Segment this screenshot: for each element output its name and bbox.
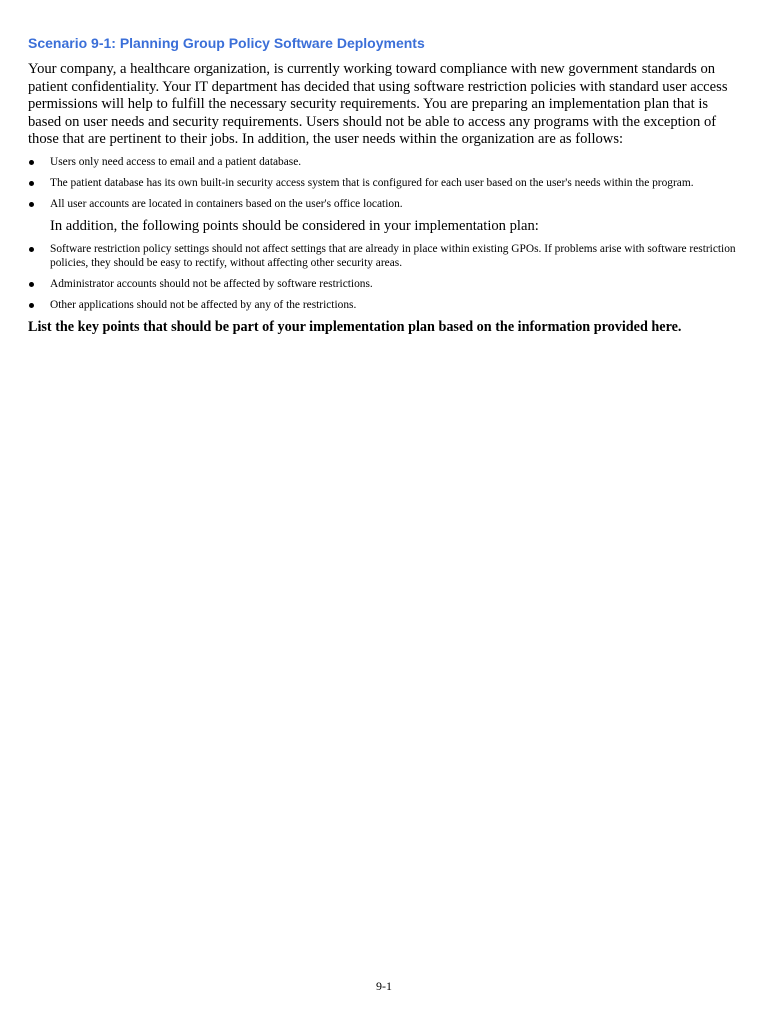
user-needs-list xyxy=(28,155,744,211)
bullet-icon xyxy=(29,160,34,165)
bullet-icon xyxy=(29,181,34,186)
bullet-icon xyxy=(29,247,34,252)
scenario-title: Scenario 9-1: Planning Group Policy Software Deployments xyxy=(28,35,425,51)
list-item xyxy=(28,298,744,312)
bullet-icon xyxy=(29,282,34,287)
considerations-list xyxy=(28,242,744,312)
bullet-icon xyxy=(29,303,34,308)
intro-paragraph: Your company, a healthcare organization, is currently working toward compliance with new government standards on patient confidentiality. Your IT department has decided that using software restriction policies with standard user access permissions will help to fulfill the necessary security requirements. You are preparing an implementation plan that is based on user needs and security requirements. Users should not be able to access any programs with the exception of those that are pertinent to their jobs. In addition, the user needs within the organization are as follows: xyxy=(28,61,728,147)
question-prompt: List the key points that should be part of your implementation plan based on the information provided here. xyxy=(28,318,682,335)
list-item xyxy=(28,242,744,270)
page-number: 9-1 xyxy=(376,979,392,993)
list-item xyxy=(28,176,744,190)
document-page xyxy=(28,33,744,336)
list-item xyxy=(28,277,744,291)
list-item-text: Administrator accounts should not be affected by software restrictions. xyxy=(50,277,373,290)
list-item-text: Users only need access to email and a patient database. xyxy=(50,155,302,168)
bullet-icon xyxy=(29,202,34,207)
list-item-text: Other applications should not be affected by any of the restrictions. xyxy=(50,298,357,311)
list-item-text: The patient database has its own built-in security access system that is configured for each user based on the user's needs within the program. xyxy=(50,176,694,189)
list-item-text: All user accounts are located in containers based on the user's office location. xyxy=(50,197,403,210)
list-item-text: Software restriction policy settings should not affect settings that are already in place within existing GPOs. If problems arise with software restriction policies, they should be easy to rectify, without affecting other security areas. xyxy=(50,242,736,269)
considerations-intro: In addition, the following points should be considered in your implementation plan: xyxy=(50,217,539,234)
list-item xyxy=(28,197,744,211)
list-item xyxy=(28,155,744,169)
